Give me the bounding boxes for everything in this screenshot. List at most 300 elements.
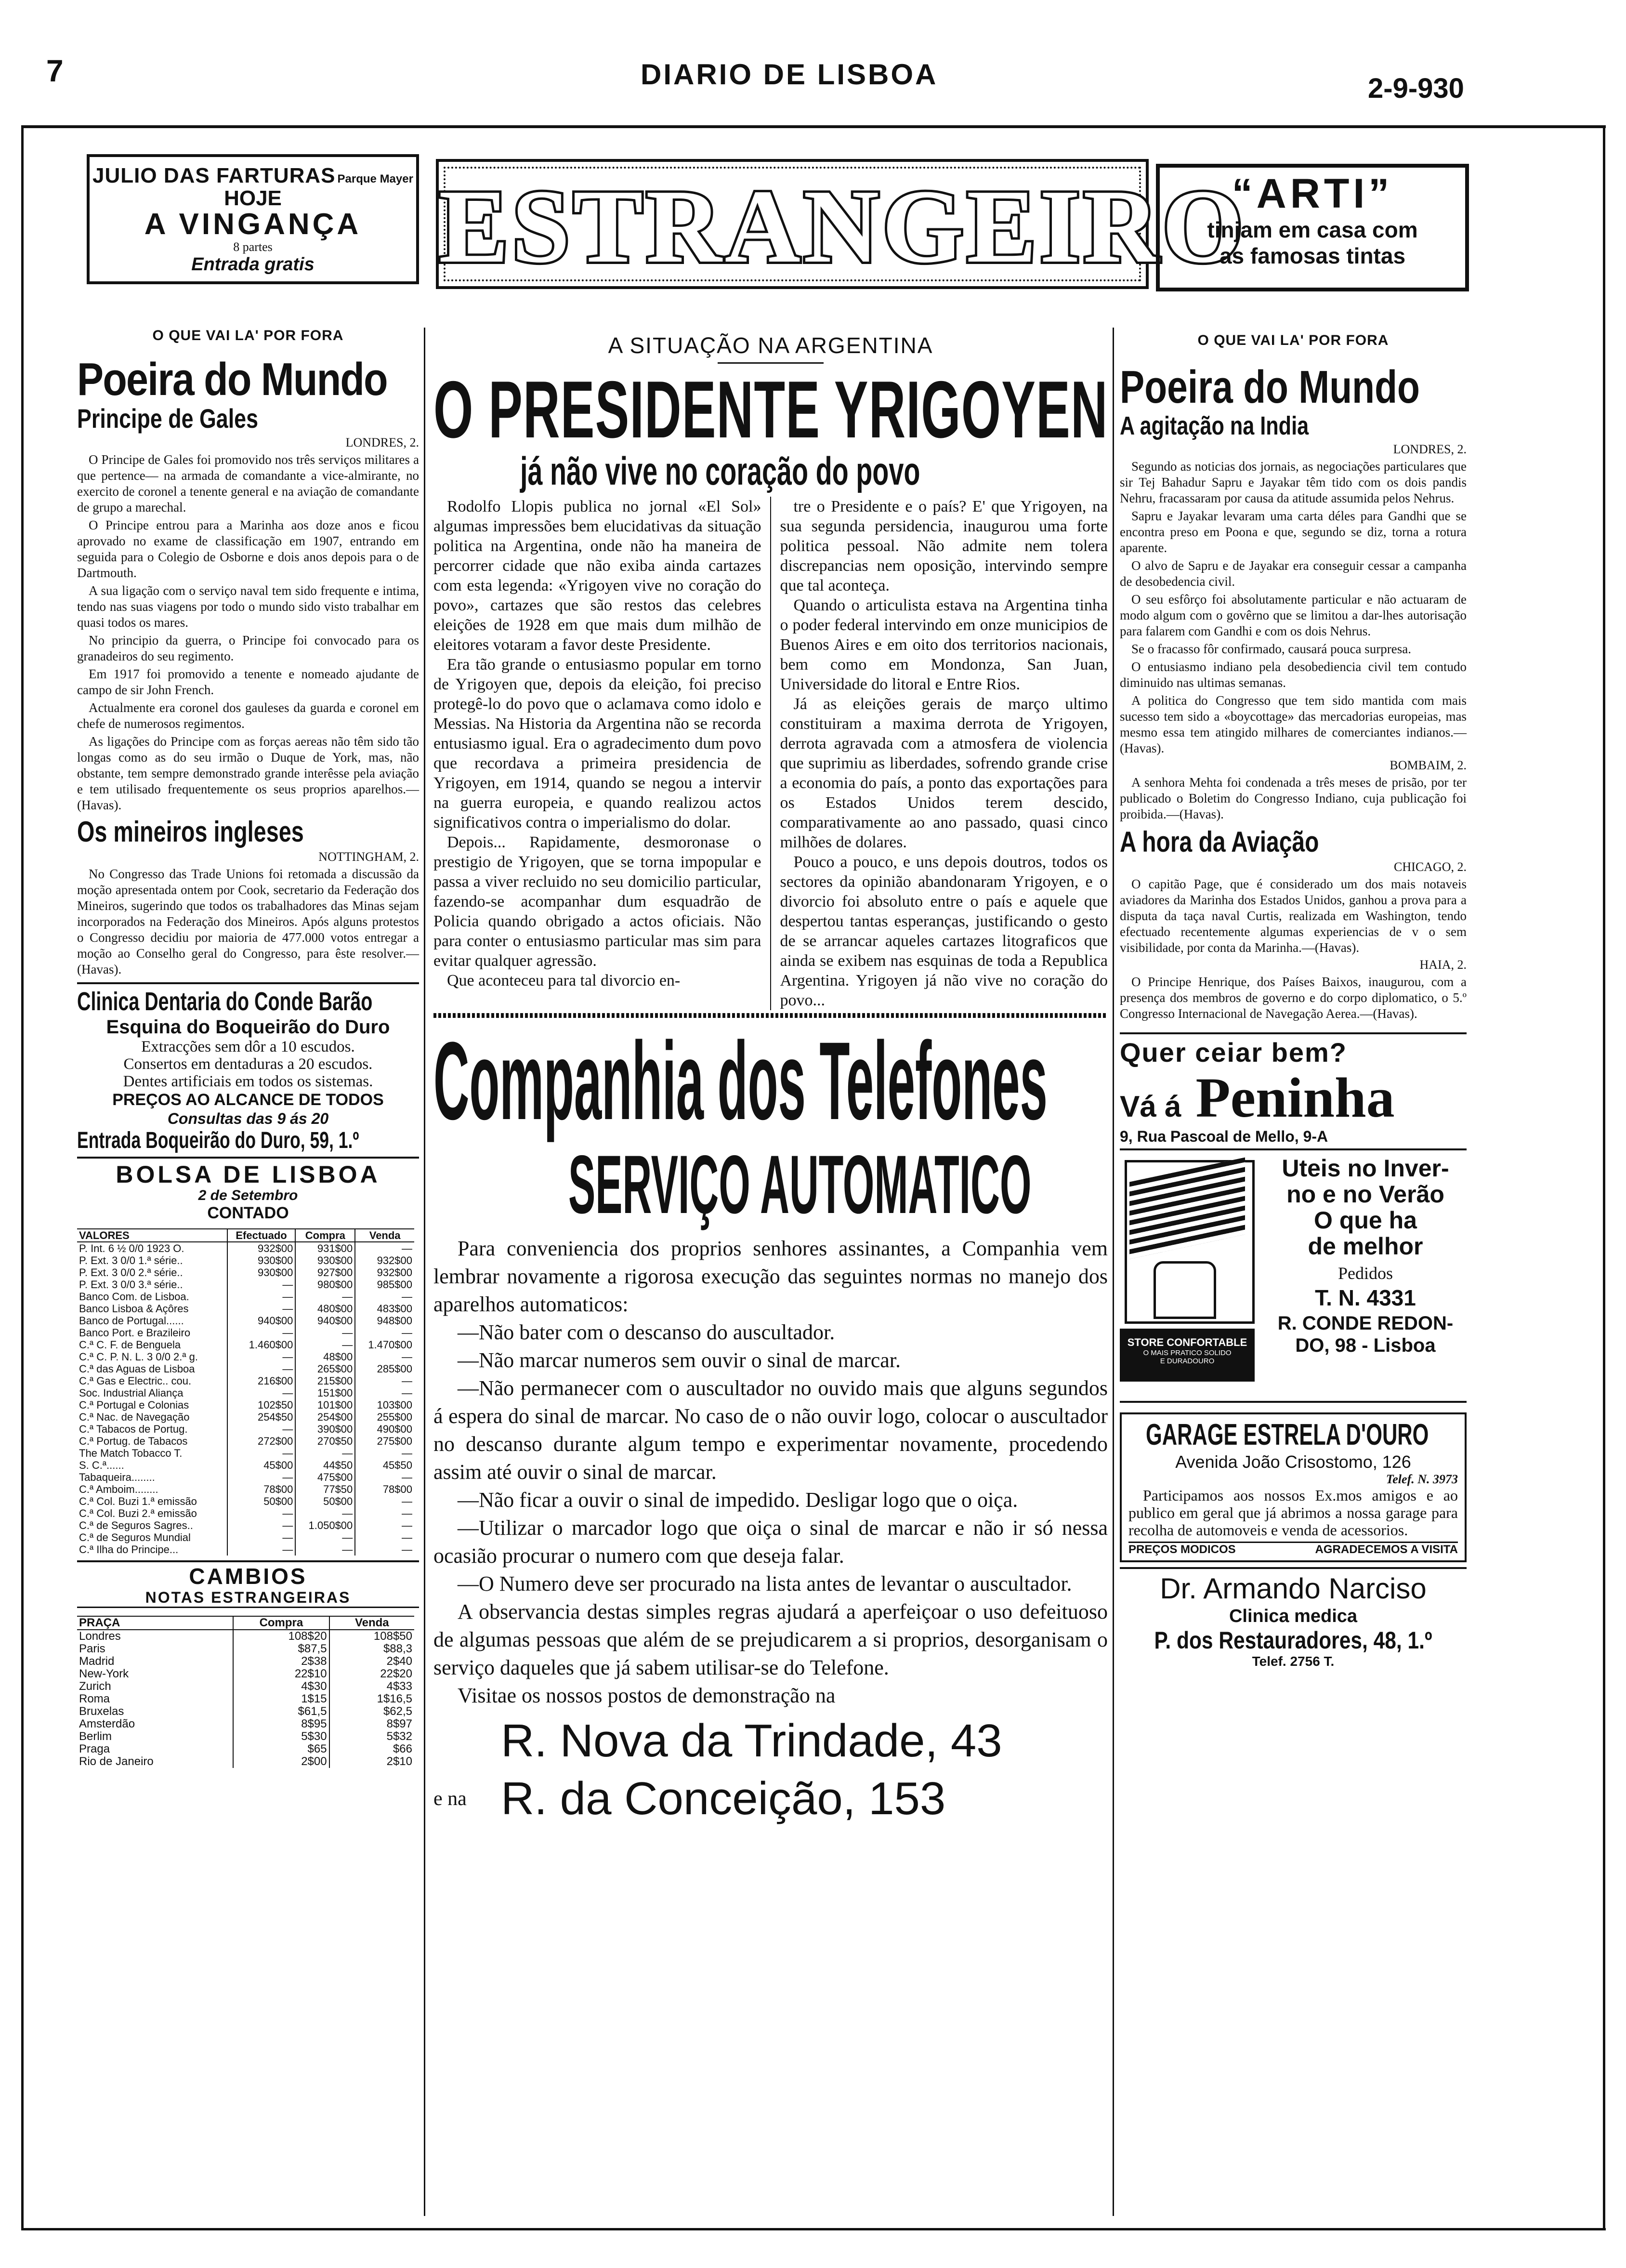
table-cell: 102$50 bbox=[227, 1399, 296, 1411]
table-cell: 490$00 bbox=[355, 1423, 414, 1435]
table-cell: — bbox=[295, 1327, 355, 1339]
store-badge bbox=[1120, 1329, 1255, 1382]
table-row bbox=[77, 1755, 414, 1768]
table-cell: — bbox=[355, 1351, 414, 1363]
table-cell: 103$00 bbox=[355, 1399, 414, 1411]
table-cell: — bbox=[295, 1291, 355, 1303]
table-cell: C.ª Amboim........ bbox=[79, 1483, 158, 1495]
india-article-body bbox=[1120, 459, 1467, 756]
left-kicker: O QUE VAI LA' POR FORA bbox=[152, 328, 344, 343]
table-cell: Banco Com. de Lisboa. bbox=[79, 1291, 189, 1303]
table-cell: 4$33 bbox=[329, 1680, 414, 1693]
table-cell: 22$10 bbox=[233, 1668, 329, 1680]
table-cell: — bbox=[295, 1339, 355, 1351]
table-cell: 48$00 bbox=[295, 1351, 355, 1363]
table-row bbox=[77, 1655, 414, 1668]
table-cell: C.ª Ilha do Principe... bbox=[79, 1543, 179, 1556]
table-cell: 940$00 bbox=[295, 1315, 355, 1327]
table-cell: — bbox=[355, 1327, 414, 1339]
garage-tel: Telef. N. 3973 bbox=[1386, 1472, 1458, 1486]
table-row bbox=[77, 1254, 414, 1266]
table-cell: 1$16,5 bbox=[329, 1693, 414, 1705]
table-cell: — bbox=[295, 1531, 355, 1543]
table-row bbox=[77, 1743, 414, 1755]
clinic-prices: PREÇOS AO ALCANCE DE TODOS bbox=[112, 1091, 384, 1109]
table-cell: 948$00 bbox=[355, 1315, 414, 1327]
paragraph: O entusiasmo indiano pela desobediencia civil tem contudo diminuido nas ultimas semanas. bbox=[1120, 659, 1467, 690]
table-cell: 940$00 bbox=[227, 1315, 296, 1327]
table-row bbox=[77, 1291, 414, 1303]
table-cell: C.ª Col. Buzi 1.ª emissão bbox=[79, 1495, 197, 1507]
store-badge-line1: STORE CONFORTABLE bbox=[1127, 1336, 1247, 1348]
right-title2: A hora da Aviação bbox=[1120, 826, 1319, 858]
garage-text: Participamos aos nossos Ex.mos amigos e ao publico em geral que já abrimos a nossa garage para recolha de automoveis e venda de acessorios. bbox=[1128, 1487, 1458, 1539]
center-title: O PRESIDENTE YRIGOYEN bbox=[433, 364, 1108, 455]
clinic-ad bbox=[77, 982, 419, 1159]
right-dateline3: CHICAGO, 2. bbox=[1394, 860, 1467, 874]
table-row bbox=[77, 1643, 414, 1655]
bottom-border bbox=[21, 2228, 1606, 2230]
film-title: A VINGANÇA bbox=[144, 208, 362, 241]
telefones-and: e na bbox=[433, 1788, 467, 1810]
table-cell: 108$50 bbox=[329, 1630, 414, 1643]
table-cell: 254$50 bbox=[227, 1411, 296, 1423]
paragraph: Segundo as noticias dos jornais, as negociações particulares que sir Tej Bahadur Sapru e Jayakar têm tido com os dois pandis Nehru, fracassaram por causa da atitude assumida pelos Nehrus. bbox=[1120, 459, 1467, 505]
right-dateline4: HAIA, 2. bbox=[1419, 958, 1467, 972]
table-cell: — bbox=[227, 1291, 296, 1303]
arti-ad bbox=[1156, 164, 1469, 291]
table-cell: Rio de Janeiro bbox=[79, 1755, 154, 1768]
table-cell: 50$00 bbox=[227, 1495, 296, 1507]
telefones-address2: R. da Conceição, 153 bbox=[501, 1773, 946, 1824]
section-banner bbox=[436, 159, 1247, 289]
table-cell: 78$00 bbox=[355, 1483, 414, 1495]
paragraph: O Principe Henrique, dos Países Baixos, inaugurou, com a presença dos membros de governo e do corpo diplomatico, o 5.º Congresso Internacional de Navegação Aerea.—(Havas). bbox=[1120, 975, 1467, 1021]
table-cell: 77$50 bbox=[295, 1483, 355, 1495]
right-kicker: O QUE VAI LA' POR FORA bbox=[1197, 332, 1389, 348]
paragraph: A sua ligação com o serviço naval tem sido frequente e intima, tendo nas suas viagens por todo o mundo sido visto trabalhar em quasi todos os mares. bbox=[77, 583, 419, 630]
paragraph: tre o Presidente e o país? E' que Yrigoyen, na sua segunda persidencia, inaugurou uma forte politica pessoal. Não admite nem tolera discrepancias nem oposição, intervindo sempre que tal aconteça. bbox=[780, 498, 1108, 594]
table-cell: Tabaqueira........ bbox=[79, 1471, 155, 1483]
paragraph: Depois... Rapidamente, desmoronase o prestigio de Yrigoyen, que se torna impopular e passa a viver recluido no seu domicilio particular, fazendo-se acompanhar dum esquadrão de Policia quando obrigado a actos oficiais. Não para conter o entusiasmo particular mas sim para evitar qualquer agressão. bbox=[433, 833, 761, 970]
table-cell: 930$00 bbox=[227, 1266, 296, 1279]
garage-foot-left: PREÇOS MODICOS bbox=[1128, 1543, 1236, 1556]
store-headline-line: de melhor bbox=[1308, 1233, 1423, 1260]
table-cell: Madrid bbox=[79, 1655, 115, 1668]
garage-address: Avenida João Crisostomo, 126 bbox=[1175, 1452, 1411, 1472]
center-column bbox=[433, 332, 1108, 1830]
clinic-title: Clinica Dentaria do Conde Barão bbox=[77, 987, 373, 1016]
table-cell: 475$00 bbox=[295, 1471, 355, 1483]
table-cell: 45$00 bbox=[227, 1459, 296, 1471]
peninha-name: Peninha bbox=[1195, 1066, 1395, 1129]
table-cell: 390$00 bbox=[295, 1423, 355, 1435]
table-cell: 44$50 bbox=[295, 1459, 355, 1471]
table-cell: C.ª Portugal e Colonias bbox=[79, 1399, 189, 1411]
section-title: ESTRANGEIRO bbox=[439, 169, 1247, 285]
table-cell: — bbox=[227, 1543, 296, 1556]
paragraph: O Principe entrou para a Marinha aos doze anos e ficou aprovado no exame de classificação em 1907, entrando em seguida para o Colegio de Osborne e dois anos depois para o de Dartmouth. bbox=[77, 518, 419, 580]
table-cell: 8$97 bbox=[329, 1718, 414, 1730]
kicker-divider bbox=[718, 362, 824, 364]
table-row bbox=[77, 1435, 414, 1447]
cambios-table bbox=[77, 1616, 414, 1768]
clinic-service-line: Extracções sem dôr a 10 escudos. bbox=[141, 1038, 355, 1055]
table-cell: Banco Lisboa & Açôres bbox=[79, 1303, 189, 1315]
page-number: 7 bbox=[46, 53, 64, 88]
store-addr2: DO, 98 - Lisboa bbox=[1295, 1335, 1436, 1356]
table-row bbox=[77, 1351, 414, 1363]
table-cell: — bbox=[355, 1519, 414, 1531]
right-column bbox=[1120, 332, 1467, 1669]
table-row bbox=[77, 1363, 414, 1375]
table-row bbox=[77, 1483, 414, 1495]
paragraph: O alvo de Sapru e de Jayakar era conseguir cessar a campanha de desobedencia civil. bbox=[1120, 558, 1467, 589]
paragraph: O capitão Page, que é considerado um dos mais notaveis aviadores da Marinha dos Estados Unidos, ganhou a prova para a disputa da taça naval Curtis, realizada em Washington, tendo efectuado recentemente algumas experiencias de v o sem visibilidade, por conta da Marinha.—(Havas). bbox=[1120, 877, 1467, 955]
aviation-article-body bbox=[1120, 876, 1467, 956]
left-subtitle: Principe de Gales bbox=[77, 403, 258, 434]
issue-date: 2-9-930 bbox=[1368, 73, 1464, 104]
table-cell: — bbox=[227, 1471, 296, 1483]
left-border bbox=[21, 125, 24, 2230]
left-article-body bbox=[77, 452, 419, 813]
table-row bbox=[77, 1411, 414, 1423]
paragraph: A senhora Mehta foi condenada a três meses de prisão, por ter publicado o Boletim do Congresso Indiano, cuja publicação foi proibida.—(Havas). bbox=[1120, 775, 1467, 821]
table-cell: — bbox=[227, 1507, 296, 1519]
cinema-today: HOJE bbox=[224, 186, 282, 210]
store-pedidos: Pedidos bbox=[1338, 1264, 1393, 1283]
left-dateline2: NOTTINGHAM, 2. bbox=[318, 850, 419, 864]
doctor-name: Dr. Armando Narciso bbox=[1160, 1572, 1427, 1605]
paragraph: A politica do Congresso que tem sido mantida com mais sucesso tem sido a «boycottage» das mercadorias europeias, mas mesmo essa tem atingido milhares de comerciantes indianos.—(Havas). bbox=[1120, 693, 1467, 755]
right-dateline: LONDRES, 2. bbox=[1393, 442, 1467, 456]
table-cell: 215$00 bbox=[295, 1375, 355, 1387]
table-cell: C.ª de Seguros Mundial bbox=[79, 1531, 191, 1543]
clinic-service-line: Dentes artificiais em todos os sistemas. bbox=[123, 1073, 373, 1090]
paragraph: Que aconteceu para tal divorcio en- bbox=[447, 972, 681, 989]
col-rule-2 bbox=[1113, 328, 1114, 2216]
table-cell: — bbox=[295, 1447, 355, 1459]
table-row bbox=[77, 1303, 414, 1315]
clinic-location: Esquina do Boqueirão do Duro bbox=[106, 1016, 390, 1038]
paragraph: No principio da guerra, o Principe foi convocado para os granadeiros do seu regimento. bbox=[77, 633, 419, 663]
table-cell: 101$00 bbox=[295, 1399, 355, 1411]
bolsa-header: Compra bbox=[295, 1229, 355, 1242]
table-cell: — bbox=[355, 1531, 414, 1543]
table-cell: C.ª C. F. de Benguela bbox=[79, 1339, 181, 1351]
table-cell: — bbox=[227, 1363, 296, 1375]
right-subtitle: A agitação na India bbox=[1120, 411, 1309, 440]
table-row bbox=[77, 1399, 414, 1411]
table-cell: Paris bbox=[79, 1642, 105, 1655]
table-row bbox=[77, 1327, 414, 1339]
table-row bbox=[77, 1242, 414, 1254]
paragraph: O seu esfôrço foi absolutamente particular e não actuaram de modo algum com o govêrno que se limitou a dar-lhes autorisação para falarem com Gandhi e com os dois Nehrus. bbox=[1120, 592, 1467, 638]
peninha-va: Vá á bbox=[1120, 1090, 1181, 1123]
table-row bbox=[77, 1507, 414, 1519]
table-cell: 480$00 bbox=[295, 1303, 355, 1315]
table-cell: $66 bbox=[329, 1743, 414, 1755]
table-row bbox=[77, 1339, 414, 1351]
table-cell: 2$38 bbox=[233, 1655, 329, 1668]
table-cell: — bbox=[355, 1543, 414, 1556]
table-cell: 930$00 bbox=[295, 1254, 355, 1266]
table-cell: 980$00 bbox=[295, 1279, 355, 1291]
store-badge-line2: O MAIS PRATICO SOLIDO bbox=[1143, 1349, 1232, 1357]
center-subtitle: já não vive no coração do povo bbox=[520, 449, 920, 493]
table-cell: 270$50 bbox=[295, 1435, 355, 1447]
cambios-header: PRAÇA bbox=[77, 1616, 233, 1630]
cambios-section bbox=[77, 1560, 419, 1768]
table-row bbox=[77, 1471, 414, 1483]
table-cell: C.ª Nac. de Navegação bbox=[79, 1411, 190, 1423]
table-cell: C.ª Tabacos de Portug. bbox=[79, 1423, 188, 1435]
doctor-tel: Telef. 2756 T. bbox=[1252, 1654, 1335, 1669]
table-cell: Roma bbox=[79, 1692, 110, 1705]
telefones-rules bbox=[433, 1319, 1108, 1598]
table-row bbox=[77, 1375, 414, 1387]
newspaper-name: DIARIO DE LISBOA bbox=[641, 58, 938, 91]
store-ad bbox=[1120, 1150, 1467, 1403]
arti-brand: “ARTI” bbox=[1232, 171, 1393, 217]
table-cell: C.ª de Seguros Sagres.. bbox=[79, 1519, 193, 1531]
doctor-clinic: Clinica medica bbox=[1229, 1606, 1358, 1626]
garage-foot-right: AGRADECEMOS A VISITA bbox=[1315, 1543, 1458, 1556]
table-cell: 285$00 bbox=[355, 1363, 414, 1375]
doctor-ad bbox=[1120, 1567, 1467, 1669]
table-cell: C.ª C. P. N. L. 3 0/0 2.ª g. bbox=[79, 1351, 198, 1363]
table-row bbox=[77, 1668, 414, 1680]
cinema-venue: Parque Mayer bbox=[337, 172, 413, 185]
store-headline bbox=[1264, 1155, 1467, 1259]
left-dateline: LONDRES, 2. bbox=[345, 435, 419, 449]
table-cell: 151$00 bbox=[295, 1387, 355, 1399]
left-article2-body bbox=[77, 866, 419, 977]
table-cell: 932$00 bbox=[227, 1242, 296, 1254]
table-cell: — bbox=[227, 1387, 296, 1399]
clinic-services bbox=[77, 1038, 419, 1090]
left-title2: Os mineiros ingleses bbox=[77, 816, 304, 848]
table-cell: Soc. Industrial Aliança bbox=[79, 1387, 184, 1399]
table-cell: 932$00 bbox=[355, 1266, 414, 1279]
table-cell: 4$30 bbox=[233, 1680, 329, 1693]
table-cell: Bruxelas bbox=[79, 1705, 124, 1718]
table-cell: — bbox=[227, 1303, 296, 1315]
table-cell: 931$00 bbox=[295, 1242, 355, 1254]
table-cell: C.ª Gas e Electric.. cou. bbox=[79, 1375, 192, 1387]
telefones-rule: —O Numero deve ser procurado na lista antes de levantar o auscultador. bbox=[458, 1572, 1072, 1596]
bolsa-contado: CONTADO bbox=[207, 1204, 289, 1222]
left-title: Poeira do Mundo bbox=[77, 354, 387, 405]
table-row bbox=[77, 1531, 414, 1543]
argentina-col1 bbox=[433, 497, 761, 1010]
table-cell: — bbox=[355, 1242, 414, 1254]
paragraph: Pouco a pouco, e uns depois doutros, todos os sectores da opinião abandonaram Yrigoyen, e o divorcio foi absoluto entre o país e aquele que despertou tantas esperanças, justificando o gesto de se arrancar aqueles cartazes litograficos que ainda se exibem nas esquinas de toda a Republica Argentina. Yrigoyen já não vive no coração do povo... bbox=[780, 853, 1108, 1009]
cambios-header: Venda bbox=[329, 1616, 414, 1630]
store-headline-line: no e no Verão bbox=[1286, 1181, 1444, 1208]
chair-icon bbox=[1154, 1261, 1216, 1319]
telefones-rule: —Utilizar o marcador logo que oiça o sinal de marcar e não ir só nessa ocasião procurar o numero com que deseja falar. bbox=[433, 1516, 1108, 1568]
telefones-rule: —Não ficar a ouvir o sinal de impedido. Desligar logo que o oiça. bbox=[458, 1488, 1018, 1512]
bolsa-table bbox=[77, 1228, 414, 1556]
table-cell: — bbox=[355, 1507, 414, 1519]
table-cell: — bbox=[227, 1531, 296, 1543]
right-dateline2: BOMBAIM, 2. bbox=[1390, 758, 1467, 772]
doctor-address: P. dos Restauradores, 48, 1.º bbox=[1154, 1627, 1432, 1654]
table-cell: 8$95 bbox=[233, 1718, 329, 1730]
table-cell: $87,5 bbox=[233, 1643, 329, 1655]
argentina-col2 bbox=[780, 497, 1108, 1010]
table-cell: — bbox=[295, 1507, 355, 1519]
table-cell: The Match Tobacco T. bbox=[79, 1447, 183, 1459]
table-row bbox=[77, 1730, 414, 1743]
table-row bbox=[77, 1279, 414, 1291]
table-row bbox=[77, 1447, 414, 1459]
table-cell: Berlim bbox=[79, 1730, 112, 1743]
table-row bbox=[77, 1315, 414, 1327]
right-title: Poeira do Mundo bbox=[1120, 361, 1420, 413]
paragraph: Rodolfo Llopis publica no jornal «El Sol» algumas impressões bem elucidativas da situação politica na Argentina, onde não ha maneira de percorrer cidade que não exiba ainda cartazes com esta legenda: «Yrigoyen vive no coração do povo», cartazes que são restos das celebres eleições de 1928 em que mais dum milhão de eleitores votaram a favor deste Presidente. bbox=[433, 498, 761, 654]
bolsa-date: 2 de Setembro bbox=[198, 1187, 298, 1203]
telefones-address1: R. Nova da Trindade, 43 bbox=[501, 1715, 1002, 1767]
store-headline-line: O que ha bbox=[1314, 1207, 1417, 1234]
table-cell: 2$00 bbox=[233, 1755, 329, 1768]
table-cell: 275$00 bbox=[355, 1435, 414, 1447]
table-row bbox=[77, 1387, 414, 1399]
table-cell: S. C.ª...... bbox=[79, 1459, 124, 1471]
table-cell: 930$00 bbox=[227, 1254, 296, 1266]
table-cell: $61,5 bbox=[233, 1705, 329, 1718]
paragraph: As ligações do Principe com as forças aereas não têm sido tão longas como as do seu irmão o Duque de York, mas, não obstante, tem sempre demonstrado grande interêsse pela aviação e tem utilisado frequentemente os seus proprios aparelhos.—(Havas). bbox=[77, 734, 419, 812]
table-cell: 108$20 bbox=[233, 1630, 329, 1643]
table-cell: — bbox=[227, 1447, 296, 1459]
telefones-rule: —Não permanecer com o auscultador no ouvido mais que alguns segundos á espera do sinal de marcar. No caso de o não ouvir logo, colocar o auscultador no descanso durante algum tempo e experimentar novamente, procedendo assim até ouvir o sinal de marcar. bbox=[433, 1376, 1108, 1484]
telefones-visit: Visitae os nossos postos de demonstração na bbox=[458, 1684, 836, 1707]
table-row bbox=[77, 1630, 414, 1643]
arti-line3: as famosas tintas bbox=[1219, 243, 1406, 268]
clinic-entrance: Entrada Boqueirão do Duro, 59, 1.º bbox=[77, 1128, 359, 1153]
telefones-closing: A observancia destas simples regras ajudará a aperfeiçoar o uso defeituoso de algumas pessoas que além de se prejudicarem a si proprios, desorganisam o serviço daqueles que já sabem utilisar-se do Telefone. bbox=[433, 1600, 1108, 1679]
bolsa-header: VALORES bbox=[77, 1229, 227, 1242]
table-cell: — bbox=[227, 1279, 296, 1291]
table-row bbox=[77, 1459, 414, 1471]
table-cell: — bbox=[355, 1375, 414, 1387]
cambios-subtitle: NOTAS ESTRANGEIRAS bbox=[77, 1588, 419, 1608]
table-row bbox=[77, 1423, 414, 1435]
table-cell: C.ª Col. Buzi 2.ª emissão bbox=[79, 1507, 197, 1519]
peninha-ad bbox=[1120, 1032, 1467, 1150]
garage-ad bbox=[1120, 1412, 1467, 1562]
clinic-hours: Consultas das 9 ás 20 bbox=[167, 1110, 329, 1127]
table-cell: 985$00 bbox=[355, 1279, 414, 1291]
table-cell: 932$00 bbox=[355, 1254, 414, 1266]
left-column bbox=[77, 328, 419, 1768]
table-row bbox=[77, 1705, 414, 1718]
store-badge-line3: E DURADOURO bbox=[1160, 1357, 1215, 1365]
table-cell: Amsterdão bbox=[79, 1717, 135, 1730]
table-cell: — bbox=[295, 1543, 355, 1556]
paragraph: Em 1917 foi promovido a tenente e nomeado ajudante de campo de sir John French. bbox=[77, 667, 419, 697]
table-cell: P. Ext. 3 0/0 2.ª série.. bbox=[79, 1266, 183, 1279]
paragraph: Sapru e Jayakar levaram uma carta déles para Gandhi que se encontra preso em Poona e que, segundo se diz, torna a rotura aparente. bbox=[1120, 509, 1467, 555]
masthead-rule bbox=[21, 125, 1606, 128]
table-cell: 265$00 bbox=[295, 1363, 355, 1375]
paragraph: O Principe de Gales foi promovido nos três serviços militares a que pertence— na armada de comandante a vice-almirante, no exercito de coronel a tenente general e na aviação de comandante de grupo a marechal. bbox=[77, 452, 419, 514]
table-cell: 5$32 bbox=[329, 1730, 414, 1743]
table-cell: Zurich bbox=[79, 1680, 111, 1693]
table-cell: — bbox=[227, 1423, 296, 1435]
table-cell: $88,3 bbox=[329, 1643, 414, 1655]
telefones-title: Companhia dos Telefones bbox=[433, 1019, 1048, 1143]
table-cell: 272$00 bbox=[227, 1435, 296, 1447]
table-cell: — bbox=[355, 1291, 414, 1303]
telefones-divider bbox=[433, 1013, 1108, 1018]
center-kicker: A SITUAÇÃO NA ARGENTINA bbox=[608, 333, 933, 358]
table-cell: — bbox=[227, 1327, 296, 1339]
table-cell: Londres bbox=[79, 1630, 121, 1643]
table-cell: $62,5 bbox=[329, 1705, 414, 1718]
clinic-service-line: Consertos em dentaduras a 20 escudos. bbox=[123, 1055, 373, 1073]
bombaim-article-body bbox=[1120, 775, 1467, 822]
telefones-intro: Para conveniencia dos proprios senhores assinantes, a Companhia vem lembrar novamente a rigorosa execução das seguintes normas no manejo dos aparelhos automaticos: bbox=[433, 1237, 1108, 1316]
table-row bbox=[77, 1543, 414, 1556]
bolsa-title: BOLSA DE LISBOA bbox=[116, 1161, 380, 1188]
table-cell: 78$00 bbox=[227, 1483, 296, 1495]
telefones-rule: —Não bater com o descanso do auscultador. bbox=[458, 1320, 835, 1344]
telefones-subtitle: SERVIÇO AUTOMATICO bbox=[568, 1138, 1032, 1231]
paragraph: Já as eleições gerais de março ultimo constituiram a maxima derrota de Yrigoyen, derrota agravada com a atmosfera de violencia que suprimiu as liberdades, sofrendo grande crise a economia do país, a ponto das exportações para os Estados Unidos terem descido, comparativamente ao ano passado, quasi cinco milhões de dolares. bbox=[780, 695, 1108, 851]
paragraph: Era tão grande o entusiasmo popular em torno de Yrigoyen que, depois da eleição, foi preciso protegê-lo do povo que o aclamava como idolo e Messias. Na Historia da Argentina não se recorda entusiasmo igual. Era o agradecimento dum povo que recordava a primeira presidencia de Yrigoyen, em 1914, quando se negou a intervir na guerra europeia, e quando realizou actos significativos contra o imperialismo do dolar. bbox=[433, 656, 761, 831]
paragraph: Actualmente era coronel dos gauleses da guarda e coronel em chefe de numerosos regimentos. bbox=[77, 700, 419, 731]
table-cell: $65 bbox=[233, 1743, 329, 1755]
bolsa-section bbox=[77, 1161, 419, 1556]
paragraph: Quando o articulista estava na Argentina tinha o poder federal intervindo em onze municipios de Buenos Aires e em oito dos territorios nacionais, bem como em Mondonza, San Juan, Universidade do litoral e Entre Rios. bbox=[780, 596, 1108, 693]
table-row bbox=[77, 1718, 414, 1730]
table-cell: 1.470$00 bbox=[355, 1339, 414, 1351]
store-tel: T. N. 4331 bbox=[1315, 1285, 1416, 1310]
bolsa-header: Efectuado bbox=[227, 1229, 296, 1242]
table-cell: 483$00 bbox=[355, 1303, 414, 1315]
peninha-line1: Quer ceiar bem? bbox=[1120, 1037, 1347, 1068]
store-illustration bbox=[1120, 1155, 1255, 1396]
table-row bbox=[77, 1266, 414, 1279]
store-headline-line: Uteis no Inver- bbox=[1282, 1155, 1449, 1182]
table-cell: 1.460$00 bbox=[227, 1339, 296, 1351]
table-cell: Banco Port. e Brazileiro bbox=[79, 1327, 191, 1339]
cinema-ad bbox=[87, 154, 419, 284]
table-row bbox=[77, 1680, 414, 1693]
paragraph: Se o fracasso fôr confirmado, causará pouca surpresa. bbox=[1131, 642, 1412, 656]
table-cell: 255$00 bbox=[355, 1411, 414, 1423]
cambios-header: Compra bbox=[233, 1616, 329, 1630]
table-cell: 22$20 bbox=[329, 1668, 414, 1680]
table-cell: 216$00 bbox=[227, 1375, 296, 1387]
table-cell: Banco de Portugal...... bbox=[79, 1315, 184, 1327]
table-cell: — bbox=[227, 1351, 296, 1363]
table-row bbox=[77, 1693, 414, 1705]
table-cell: P. Ext. 3 0/0 3.ª série.. bbox=[79, 1279, 183, 1291]
film-parts: 8 partes bbox=[233, 240, 273, 254]
table-cell: 254$00 bbox=[295, 1411, 355, 1423]
table-cell: 927$00 bbox=[295, 1266, 355, 1279]
store-addr1: R. CONDE REDON- bbox=[1277, 1313, 1454, 1334]
table-cell: C.ª das Aguas de Lisboa bbox=[79, 1363, 195, 1375]
cinema-entry: Entrada gratis bbox=[191, 254, 315, 275]
table-cell: P. Int. 6 ½ 0/0 1923 O. bbox=[79, 1242, 184, 1254]
table-cell: P. Ext. 3 0/0 1.ª série.. bbox=[79, 1254, 183, 1266]
haia-article-body bbox=[1120, 974, 1467, 1022]
table-cell: 45$50 bbox=[355, 1459, 414, 1471]
